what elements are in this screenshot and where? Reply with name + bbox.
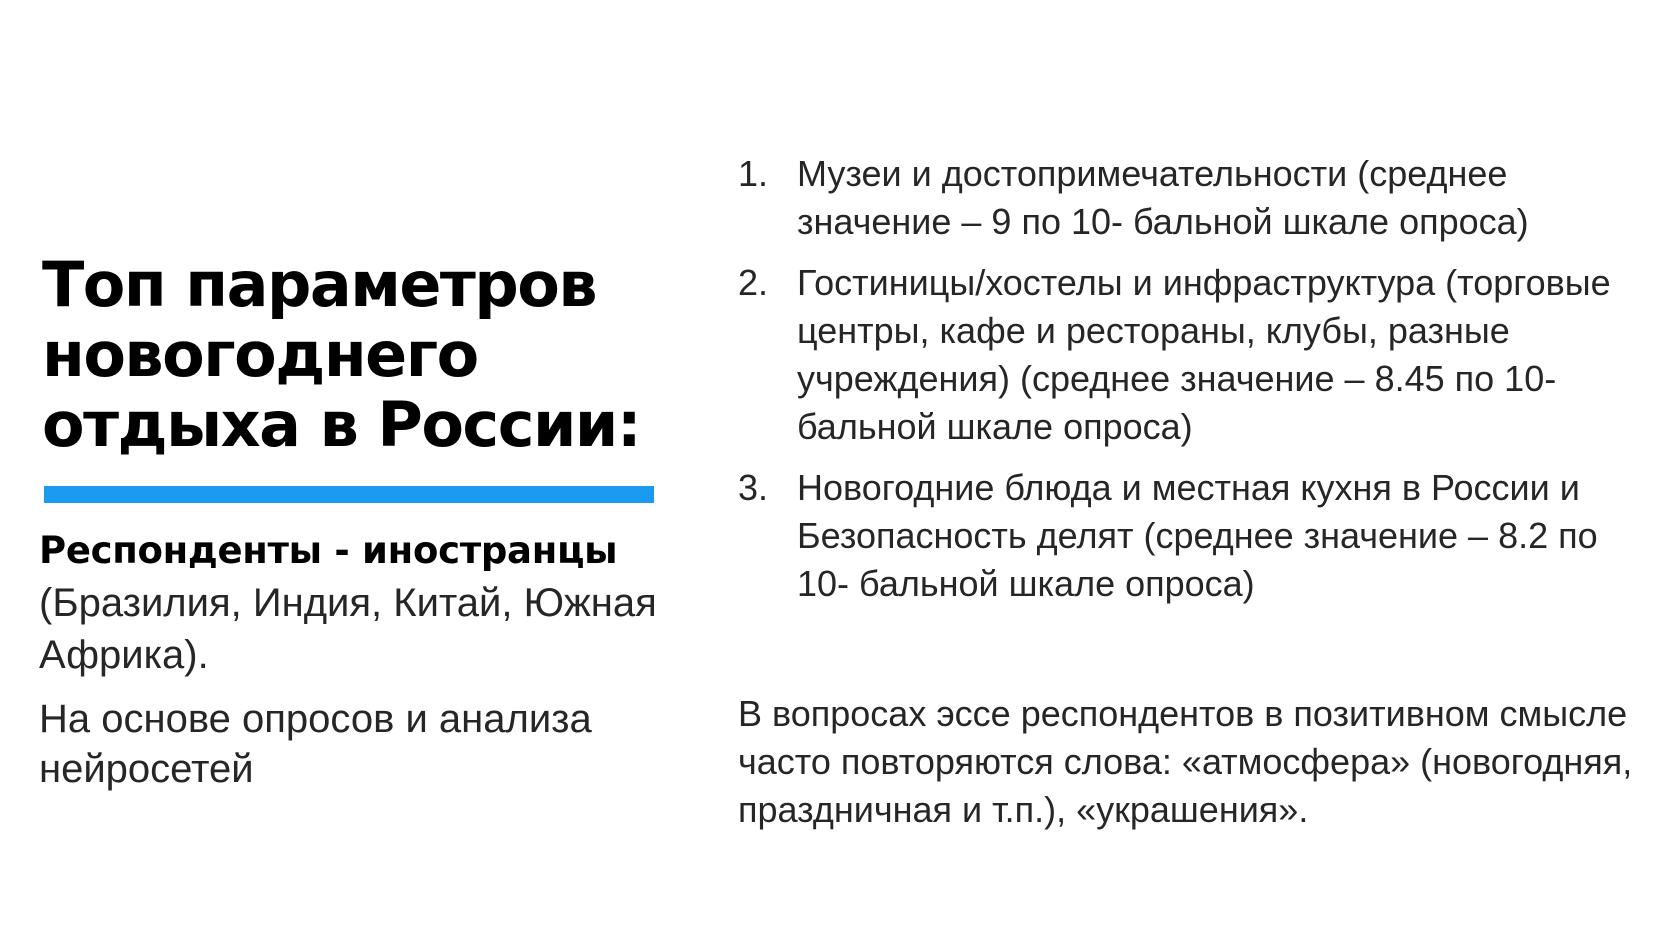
title-underline-bar xyxy=(44,486,654,503)
title-line-1: Топ параметров xyxy=(42,248,597,321)
ranking-number: 1. xyxy=(738,153,769,194)
respondents-label: Респонденты - иностранцы xyxy=(39,529,618,572)
ranking-number: 3. xyxy=(738,467,769,508)
summary-text: В вопросах эссе респондентов в позитивном смысле часто повторяются слова: «атмосфера» (новогодняя, праздничная и т.п.), «украшения». xyxy=(738,693,1633,830)
ranking-text: Гостиницы/хостелы и инфраструктура (торговые центры, кафе и рестораны, клубы, разные учреждения) (среднее значение – 8.45 по 10- бальной шкале опроса) xyxy=(797,262,1611,447)
ranking-item-3 xyxy=(738,464,1658,608)
title-line-3: отдыха в России: xyxy=(42,388,641,461)
ranking-list xyxy=(738,150,1658,621)
title-line-2: новогоднего xyxy=(42,318,478,391)
ranking-text: Новогодние блюда и местная кухня в России и Безопасность делят (среднее значение – 8.2 по 10- бальной шкале опроса) xyxy=(797,467,1598,604)
ranking-number: 2. xyxy=(738,262,769,303)
slide-title xyxy=(42,250,682,460)
respondents-countries: (Бразилия, Индия, Китай, Южная Африка). xyxy=(39,581,657,677)
basis-text: На основе опросов и анализа нейросетей xyxy=(39,697,592,791)
ranking-text: Музеи и достопримечательности (среднее значение – 9 по 10- бальной шкале опроса) xyxy=(797,153,1529,242)
respondents-block xyxy=(39,524,679,681)
ranking-item-1 xyxy=(738,150,1658,246)
ranking-item-2 xyxy=(738,259,1658,451)
